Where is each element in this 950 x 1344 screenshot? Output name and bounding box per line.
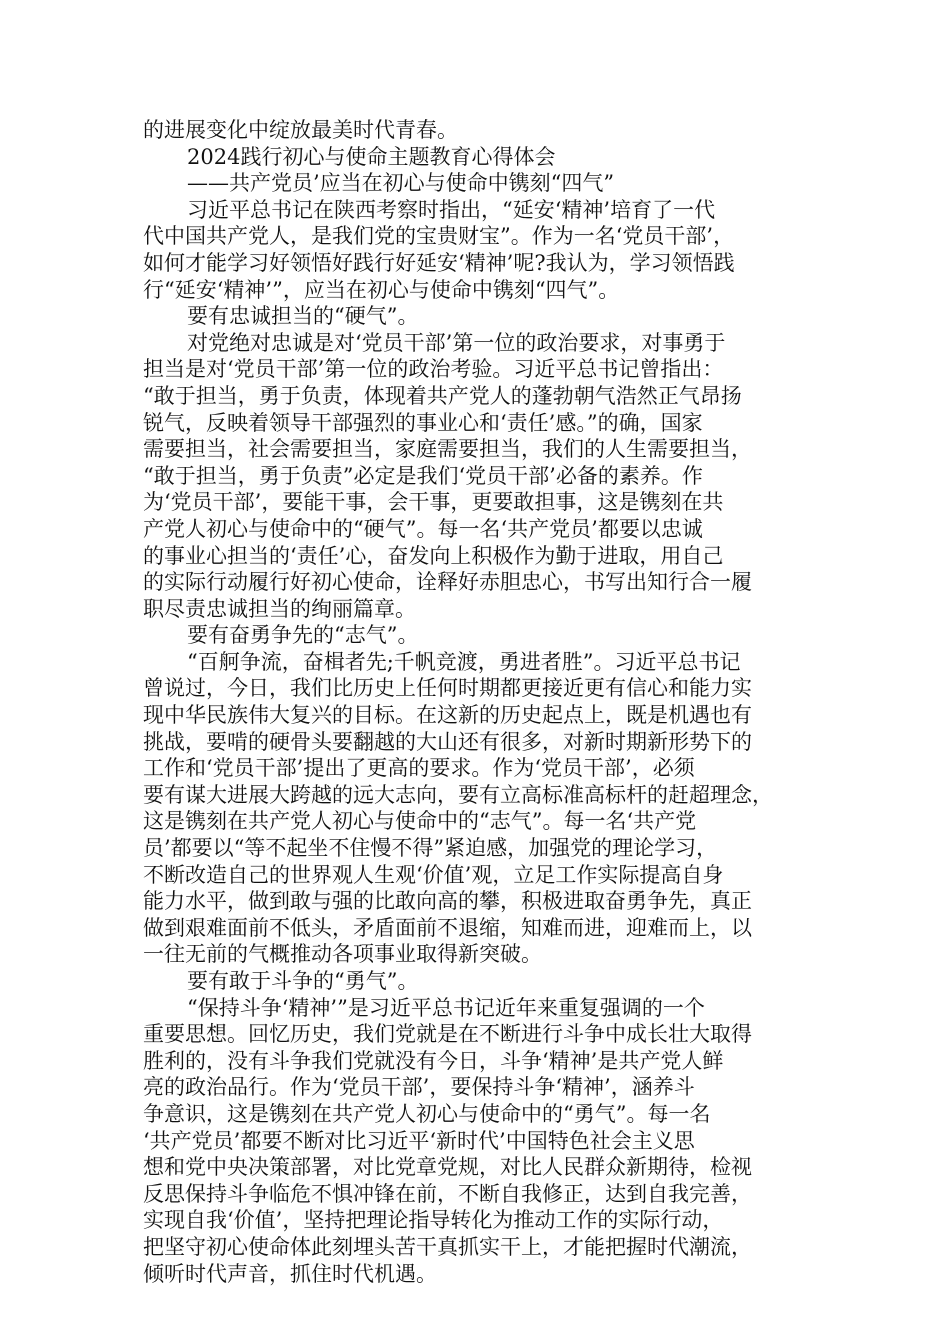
text-line: 曾说过，今日，我们比历史上任何时期都更接近更有信心和能力实 <box>143 676 752 701</box>
text-line: 需要担当，社会需要担当，家庭需要担当，我们的人生需要担当， <box>143 437 752 462</box>
text-line: 为‘党员干部’，要能干事，会干事，更要敢担事，这是镌刻在共 <box>143 490 724 515</box>
text-line: 要有谋大进展大跨越的远大志向，要有立高标准高标杆的赶超理念， <box>143 782 773 807</box>
text-line: “百舸争流，奋楫者先;千帆竞渡，勇进者胜”。习近平总书记 <box>187 649 741 674</box>
text-line: 的实际行动履行好初心使命，诠释好赤胆忠心，书写出知行合一履 <box>143 570 752 595</box>
text-line: 挑战，要啃的硬骨头要翻越的大山还有很多，对新时期新形势下的 <box>143 729 752 754</box>
text-line: 反思保持斗争临危不惧冲锋在前，不断自我修正，达到自我完善， <box>143 1181 752 1206</box>
text-line: 想和党中央决策部署，对比党章党规，对比人民群众新期待，检视 <box>143 1155 752 1180</box>
text-line: 习近平总书记在陕西考察时指出，“延安‘精神’培育了一代 <box>187 197 716 222</box>
text-line: 争意识，这是镌刻在共产党人初心与使命中的“勇气”。每一名 <box>143 1101 711 1126</box>
text-line: 重要思想。回忆历史，我们党就是在不断进行斗争中成长壮大取得 <box>143 1022 752 1047</box>
text-line: 一往无前的气概推动各项事业取得新突破。 <box>143 942 542 967</box>
text-line: 的事业心担当的‘责任’心，奋发向上积极作为勤于进取，用自己 <box>143 543 724 568</box>
text-line: ——共产党员’应当在初心与使命中镌刻“四气” <box>187 171 615 196</box>
text-line: 行“延安‘精神’”，应当在初心与使命中镌刻“四气”。 <box>143 277 620 302</box>
text-line: 这是镌刻在共产党人初心与使命中的“志气”。每一名‘共产党 <box>143 809 697 834</box>
text-line: 能力水平，做到敢与强的比敢向高的攀，积极进取奋勇争先，真正 <box>143 889 752 914</box>
text-line: 担当是对‘党员干部’第一位的政治考验。习近平总书记曾指出： <box>143 357 724 382</box>
text-line: 实现自我‘价值’，坚持把理论指导转化为推动工作的实际行动， <box>143 1208 724 1233</box>
text-line: 员’都要以“等不起坐不住慢不得”紧迫感，加强党的理论学习， <box>143 836 718 861</box>
text-line: 做到艰难面前不低头，矛盾面前不退缩，知难而进，迎难而上，以 <box>143 915 752 940</box>
text-line: 要有忠诚担当的“硬气”。 <box>187 304 419 329</box>
text-line: “保持斗争‘精神’”是习近平总书记近年来重复强调的一个 <box>187 995 705 1020</box>
text-line: 把坚守初心使命体此刻埋头苦干真抓实干上，才能把握时代潮流， <box>143 1234 752 1259</box>
text-line: 职尽责忠诚担当的绚丽篇章。 <box>143 596 416 621</box>
text-line: 现中华民族伟大复兴的目标。在这新的历史起点上，既是机遇也有 <box>143 703 752 728</box>
text-line: 2024践行初心与使命主题教育心得体会 <box>187 144 556 169</box>
text-line: 代中国共产党人，是我们党的宝贵财宝”。作为一名‘党员干部’， <box>143 224 735 249</box>
text-line: 锐气，反映着领导干部强烈的事业心和‘责任’感。”的确，国家 <box>143 410 703 435</box>
text-line: “敢于担当，勇于负责，体现着共产党人的蓬勃朝气浩然正气昂扬 <box>143 383 742 408</box>
text-line: 不断改造自己的世界观人生观‘价值’观，立足工作实际提高自身 <box>143 862 724 887</box>
text-line: 的进展变化中绽放最美时代青春。 <box>143 118 458 142</box>
text-line: 如何才能学习好领悟好践行好延安‘精神’呢?我认为，学习领悟践 <box>143 250 735 275</box>
text-line: 要有奋勇争先的“志气”。 <box>187 623 419 648</box>
text-line: “敢于担当，勇于负责”必定是我们‘党员干部’必备的素养。作 <box>143 463 703 488</box>
text-line: ‘共产党员’都要不断对比习近平‘新时代’中国特色社会主义思 <box>143 1128 695 1153</box>
text-line: 亮的政治品行。作为‘党员干部’，要保持斗争‘精神’，涵养斗 <box>143 1075 695 1100</box>
text-line: 工作和‘党员干部’提出了更高的要求。作为‘党员干部’，必须 <box>143 756 695 781</box>
text-line: 胜利的，没有斗争我们党就没有今日，斗争‘精神’是共产党人鲜 <box>143 1048 724 1073</box>
document-body <box>143 117 815 1287</box>
text-line: 对党绝对忠诚是对‘党员干部’第一位的政治要求，对事勇于 <box>187 330 726 355</box>
text-line: 倾听时代声音，抓住时代机遇。 <box>143 1261 437 1286</box>
text-line: 要有敢于斗争的“勇气”。 <box>187 969 419 993</box>
text-line: 产党人初心与使命中的“硬气”。每一名‘共产党员’都要以忠诚 <box>143 516 703 541</box>
